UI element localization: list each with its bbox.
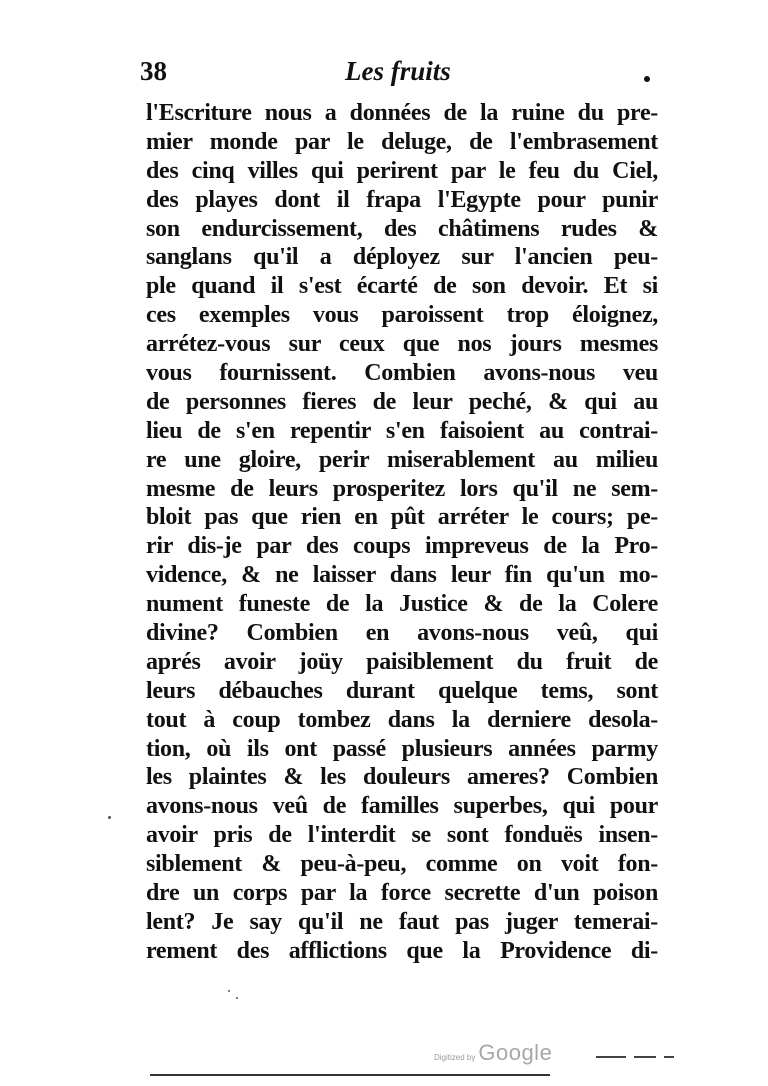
page-header [140,56,660,96]
text-line: tout à coup tombez dans la derniere desola- [146,706,658,733]
text-line: mier monde par le deluge, de l'embrasement [146,128,658,155]
text-line: vidence, & ne laisser dans leur fin qu'un mo- [146,562,658,589]
page-number: 38 [140,56,167,86]
digitized-by-google-watermark [434,1040,552,1066]
ink-speck [228,990,230,992]
text-line: re une gloire, perir miserablement au milieu [146,446,658,473]
running-title: Les fruits [345,56,451,86]
text-line: aprés avoir joüy paisiblement du fruit de [146,648,658,675]
bottom-dash [596,1056,626,1058]
text-line: dre un corps par la force secrette d'un poison [146,880,658,907]
text-line: ces exemples vous paroissent trop éloignez, [146,302,658,329]
text-line: avons-nous veû de familles superbes, qui pour [146,793,658,820]
bottom-dash [634,1056,656,1058]
text-line: lieu de s'en repentir s'en faisoient au contrai- [146,417,658,444]
text-line: arrétez-vous sur ceux que nos jours mesmes [146,331,658,358]
header-ink-dot [644,76,650,82]
text-line: rir dis-je par des coups impreveus de la Pro- [146,533,658,560]
body-text [146,99,658,966]
ink-speck [236,997,238,999]
text-line: l'Escriture nous a données de la ruine du pre- [146,100,658,126]
google-logo: Google [478,1040,553,1065]
text-line: rement des afflictions que la Providence di- [146,937,658,964]
text-line: avoir pris de l'interdit se sont fonduës insen- [146,822,658,849]
text-line: de personnes fieres de leur peché, & qui au [146,388,658,415]
digitized-by-label: Digitized by [434,1053,476,1062]
bottom-rule [150,1074,550,1076]
text-line: vous fournissent. Combien avons-nous veu [146,360,658,387]
text-line: les plaintes & les douleurs ameres? Combien [146,764,658,791]
text-line: leurs débauches durant quelque tems, sont [146,677,658,704]
bottom-dash [664,1056,674,1058]
text-line: sanglans qu'il a déployez sur l'ancien peu- [146,244,658,271]
text-line: tion, où ils ont passé plusieurs années parmy [146,735,658,762]
text-line: bloit pas que rien en pût arréter le cours; pe- [146,504,658,531]
text-line: siblement & peu-à-peu, comme on voit fon- [146,851,658,878]
ink-speck [108,816,111,819]
text-line: mesme de leurs prosperitez lors qu'il ne sem- [146,475,658,502]
text-line: lent? Je say qu'il ne faut pas juger temerai- [146,908,658,935]
text-line: des playes dont il frapa l'Egypte pour punir [146,186,658,213]
text-line: nument funeste de la Justice & de la Colere [146,591,658,618]
text-line: des cinq villes qui perirent par le feu du Ciel, [146,157,658,184]
text-line: son endurcissement, des châtimens rudes & [146,215,658,242]
text-line: ple quand il s'est écarté de son devoir. Et si [146,273,658,300]
text-line: divine? Combien en avons-nous veû, qui [146,620,658,647]
